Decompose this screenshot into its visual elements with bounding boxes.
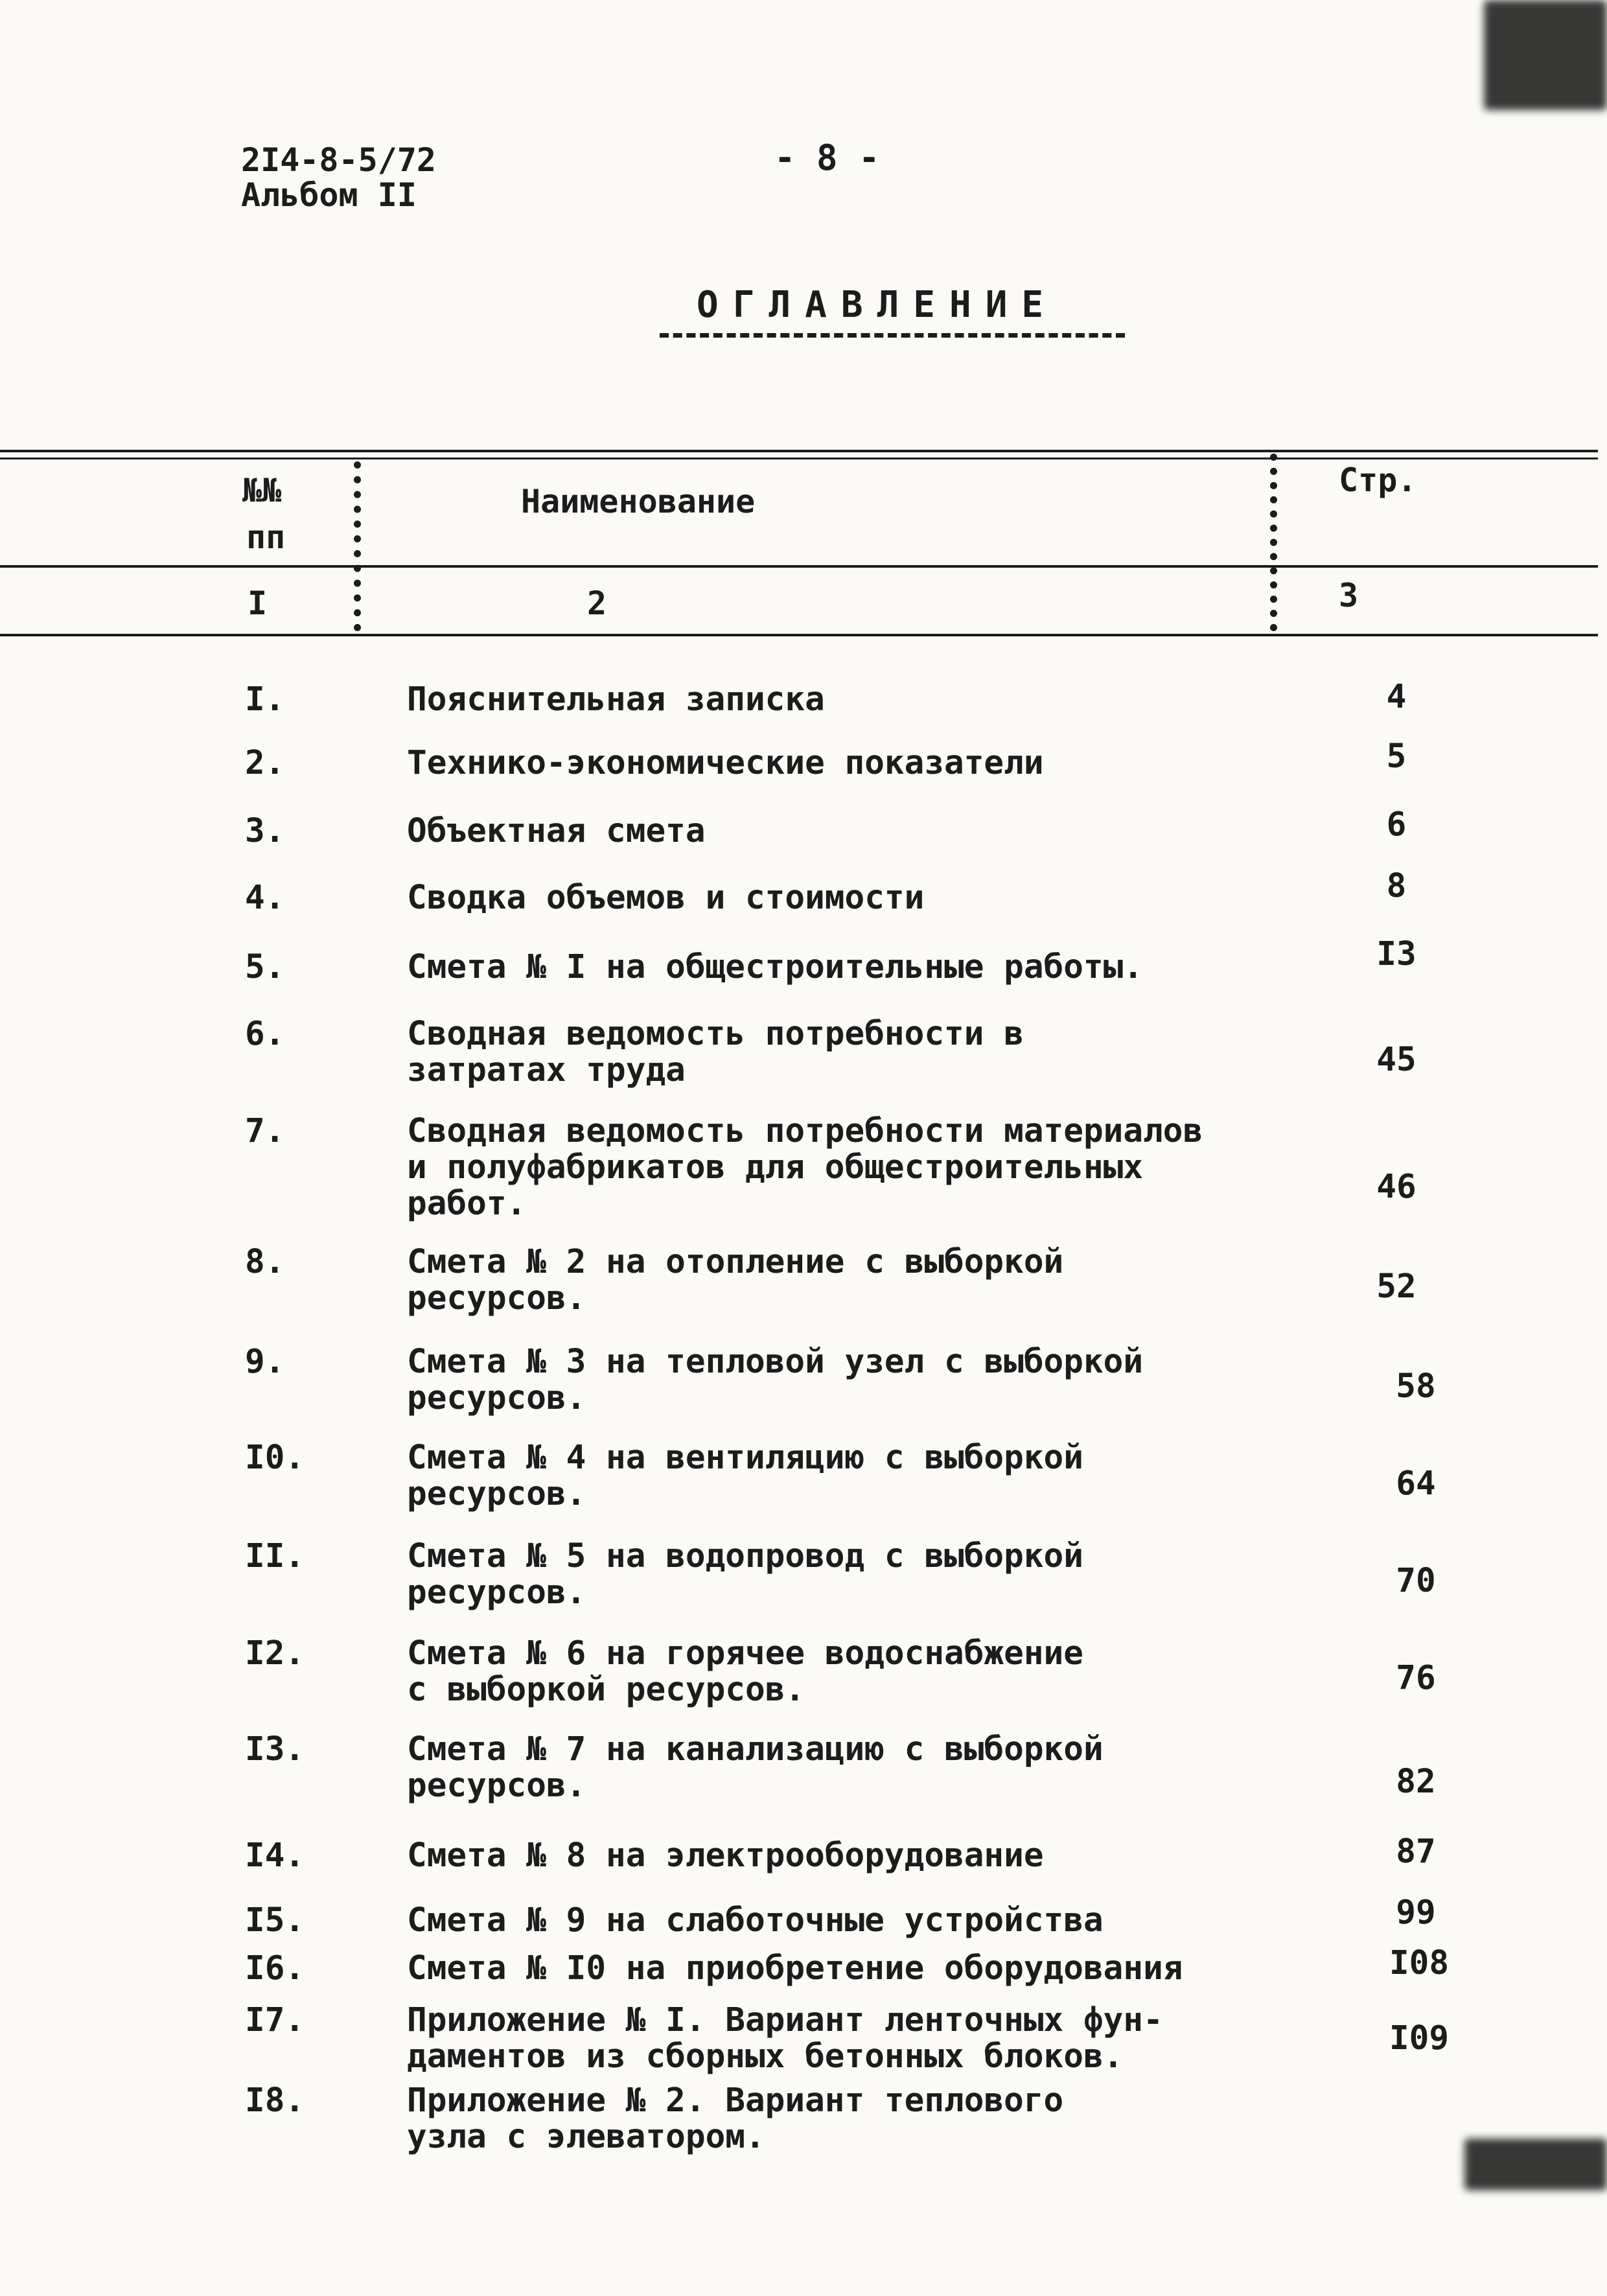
- column-index-page: 3: [1339, 577, 1359, 614]
- item-title: Смета № 7 на канализацию с выборкой ресурсов.: [407, 1730, 1104, 1805]
- column-separator-right: [1270, 454, 1277, 631]
- scan-smudge-top-right: [1484, 0, 1607, 110]
- item-number: I6.: [245, 1949, 305, 1988]
- item-page: 45: [1376, 1041, 1416, 1079]
- item-page: 5: [1386, 737, 1407, 776]
- item-number: 5.: [245, 948, 285, 986]
- column-index-number: I: [248, 585, 268, 622]
- item-page: 58: [1396, 1367, 1436, 1406]
- item-page: 4: [1386, 678, 1407, 716]
- item-number: I4.: [245, 1837, 305, 1875]
- item-title: Пояснительная записка: [407, 680, 825, 719]
- table-top-rule: [0, 450, 1598, 452]
- item-page: I09: [1389, 2019, 1450, 2058]
- item-title: Объектная смета: [407, 812, 706, 850]
- item-page: 87: [1396, 1833, 1436, 1871]
- item-page: 46: [1376, 1168, 1416, 1206]
- item-number: 4.: [245, 879, 285, 917]
- column-separator-left: [354, 461, 361, 631]
- item-number: 7.: [245, 1112, 285, 1150]
- item-page: 6: [1386, 806, 1407, 844]
- item-number: 3.: [245, 812, 285, 850]
- column-header-number-2: пп: [246, 518, 286, 556]
- item-title: Технико-экономические показатели: [407, 744, 1044, 782]
- item-title: Смета № 9 на слаботочные устройства: [407, 1901, 1104, 1940]
- item-number: II.: [245, 1537, 305, 1575]
- item-title: Приложение № I. Вариант ленточных фун- даментов из сборных бетонных блоков.: [407, 2001, 1163, 2076]
- item-number: 2.: [245, 744, 285, 782]
- item-number: I0.: [245, 1439, 305, 1477]
- item-page: 70: [1396, 1562, 1436, 1600]
- page-number: - 8 -: [774, 137, 880, 178]
- item-title: Смета № 3 на тепловой узел с выборкой ресурсов.: [407, 1343, 1144, 1417]
- item-title: Смета № 2 на отопление с выборкой ресурсов.: [407, 1243, 1064, 1317]
- item-page: 64: [1396, 1465, 1436, 1503]
- column-header-name: Наименование: [521, 483, 756, 520]
- item-number: I2.: [245, 1634, 305, 1673]
- column-index-name: 2: [587, 585, 607, 622]
- item-title: Смета № 5 на водопровод с выборкой ресурсов.: [407, 1537, 1083, 1612]
- item-page: I3: [1376, 935, 1416, 973]
- column-header-number: №№: [242, 472, 282, 509]
- item-page: I08: [1389, 1944, 1450, 1982]
- item-page: 8: [1386, 867, 1407, 905]
- item-number: I5.: [245, 1901, 305, 1940]
- item-number: 8.: [245, 1243, 285, 1281]
- item-title: Приложение № 2. Вариант теплового узла с элеватором.: [407, 2081, 1064, 2156]
- title-underline: [660, 333, 1125, 338]
- item-number: I.: [245, 680, 285, 719]
- item-title: Смета № 4 на вентиляцию с выборкой ресурсов.: [407, 1439, 1083, 1513]
- album-label: Альбом II: [241, 176, 417, 214]
- item-title: Сводная ведомость потребности материалов и полуфабрикатов для общестроительных работ.: [407, 1112, 1203, 1223]
- item-number: I7.: [245, 2001, 305, 2039]
- item-page: 76: [1396, 1659, 1436, 1697]
- toc-title: ОГЛАВЛЕНИЕ: [697, 284, 1058, 326]
- item-title: Смета № I на общестроительные работы.: [407, 948, 1144, 986]
- item-page: 99: [1396, 1894, 1436, 1932]
- item-title: Сводная ведомость потребности в затратах труда: [407, 1015, 1024, 1089]
- header-divider-rule: [0, 565, 1598, 568]
- item-number: I3.: [245, 1730, 305, 1768]
- item-number: I8.: [245, 2081, 305, 2120]
- document-code: 2I4-8-5/72: [241, 141, 437, 179]
- item-title: Смета № 8 на электрооборудование: [407, 1837, 1044, 1875]
- table-top-rule-2: [0, 458, 1598, 459]
- item-number: 6.: [245, 1015, 285, 1053]
- item-number: 9.: [245, 1343, 285, 1381]
- header-bottom-rule: [0, 634, 1598, 636]
- item-page: 82: [1396, 1763, 1436, 1801]
- scan-smudge-bottom-right: [1464, 2139, 1607, 2190]
- item-title: Смета № I0 на приобретение оборудования: [407, 1949, 1183, 1988]
- item-page: 52: [1376, 1268, 1416, 1306]
- item-title: Сводка объемов и стоимости: [407, 879, 925, 917]
- column-header-page: Стр.: [1339, 461, 1417, 499]
- item-title: Смета № 6 на горячее водоснабжение с выборкой ресурсов.: [407, 1634, 1083, 1709]
